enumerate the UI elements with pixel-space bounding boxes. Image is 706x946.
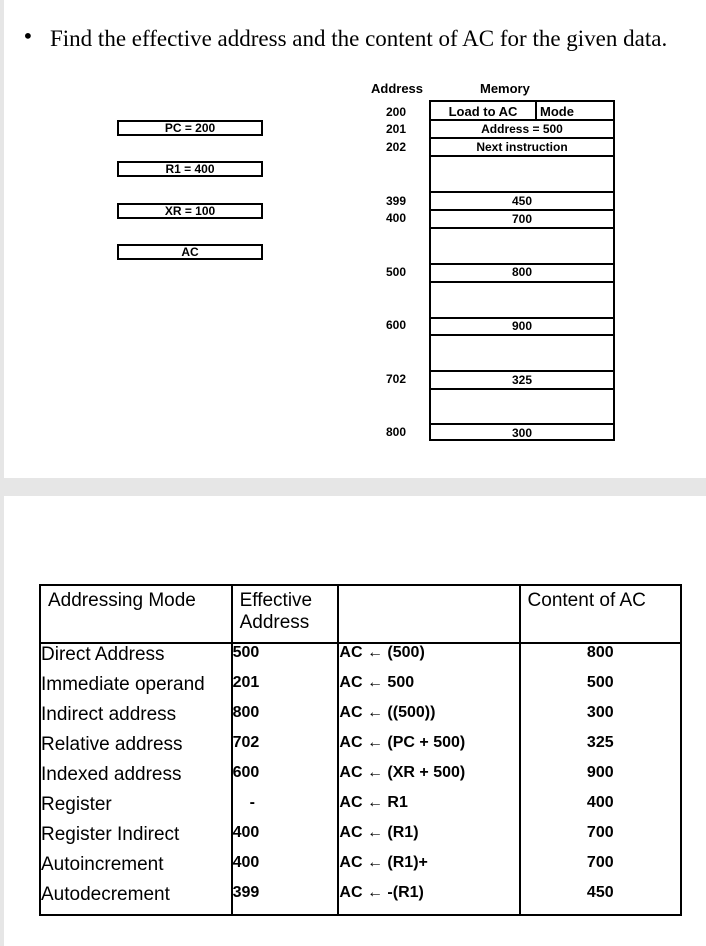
pc-register: PC = 200: [117, 120, 263, 136]
page-edge-top: [0, 0, 4, 478]
addressing-modes-table: [39, 584, 682, 916]
bullet-icon: •: [22, 24, 34, 48]
ac-cell: 400: [520, 794, 681, 824]
address-label: 800: [386, 425, 407, 439]
ac-cell: 800: [520, 643, 681, 674]
next-instruction-cell: Next instruction: [476, 140, 568, 154]
column-header: Effective Address: [232, 585, 339, 643]
mode-cell: Mode: [540, 104, 574, 119]
table-row: [40, 884, 681, 915]
address-header: Address: [371, 81, 424, 96]
ac-cell: 700: [520, 824, 681, 854]
operation-cell: AC ← R1: [338, 794, 519, 824]
ea-cell: 201: [232, 674, 339, 704]
ea-cell: 399: [232, 884, 339, 915]
address-label: 500: [386, 265, 407, 279]
table-row: [40, 643, 681, 674]
ea-cell: -: [232, 794, 339, 824]
address-label: 200: [386, 105, 407, 119]
operation-cell: AC ← 500: [338, 674, 519, 704]
mode-cell: Relative address: [40, 734, 232, 764]
instruction-cell: Load to AC: [448, 104, 518, 119]
ea-cell: 800: [232, 704, 339, 734]
ea-cell: 702: [232, 734, 339, 764]
ac-register: AC: [117, 244, 263, 260]
address-label: 201: [386, 122, 407, 136]
column-header: Content of AC: [520, 585, 681, 643]
memory-value: 300: [511, 426, 533, 440]
memory-block: [429, 100, 615, 441]
memory-value: 325: [511, 373, 533, 387]
table-row: [40, 674, 681, 704]
operation-cell: AC ← ((500)): [338, 704, 519, 734]
operation-cell: AC ← (XR + 500): [338, 764, 519, 794]
address-label: 202: [386, 140, 407, 154]
address-label: 600: [386, 318, 407, 332]
operation-cell: AC ← (R1): [338, 824, 519, 854]
ac-cell: 900: [520, 764, 681, 794]
mode-cell: Direct Address: [40, 643, 232, 674]
table-row: [40, 824, 681, 854]
ea-cell: 600: [232, 764, 339, 794]
memory-header: Memory: [480, 81, 530, 96]
column-header: Addressing Mode: [40, 585, 232, 643]
column-header: [338, 585, 519, 643]
operation-cell: AC ← (500): [338, 643, 519, 674]
memory-value: 900: [511, 319, 533, 333]
r1-register: R1 = 400: [117, 161, 263, 177]
table-row: [40, 704, 681, 734]
memory-value: 800: [511, 265, 533, 279]
address-label: 400: [386, 211, 407, 225]
xr-register: XR = 100: [117, 203, 263, 219]
address-label: 399: [386, 194, 407, 208]
page-separator: [0, 478, 706, 496]
ac-cell: 700: [520, 854, 681, 884]
question-text: Find the effective address and the content of AC for the given data.: [50, 26, 668, 51]
mode-cell: Indirect address: [40, 704, 232, 734]
ac-cell: 300: [520, 704, 681, 734]
address-field-cell: Address = 500: [481, 122, 563, 136]
mode-cell: Register: [40, 794, 232, 824]
ac-cell: 325: [520, 734, 681, 764]
memory-value: 450: [511, 194, 533, 208]
page-edge-bottom: [0, 496, 4, 946]
mode-cell: Register Indirect: [40, 824, 232, 854]
mode-cell: Indexed address: [40, 764, 232, 794]
operation-cell: AC ← -(R1): [338, 884, 519, 915]
table-row: [40, 734, 681, 764]
mode-cell: Immediate operand: [40, 674, 232, 704]
memory-value: 700: [511, 212, 533, 226]
address-label: 702: [386, 372, 407, 386]
table-row: [40, 854, 681, 884]
ea-cell: 400: [232, 824, 339, 854]
operation-cell: AC ← (R1)+: [338, 854, 519, 884]
table-header-row: [40, 585, 681, 643]
operation-cell: AC ← (PC + 500): [338, 734, 519, 764]
ea-cell: 500: [232, 643, 339, 674]
ac-cell: 450: [520, 884, 681, 915]
table-row: [40, 764, 681, 794]
mode-cell: Autoincrement: [40, 854, 232, 884]
ea-cell: 400: [232, 854, 339, 884]
ac-cell: 500: [520, 674, 681, 704]
table-row: [40, 794, 681, 824]
mode-cell: Autodecrement: [40, 884, 232, 915]
